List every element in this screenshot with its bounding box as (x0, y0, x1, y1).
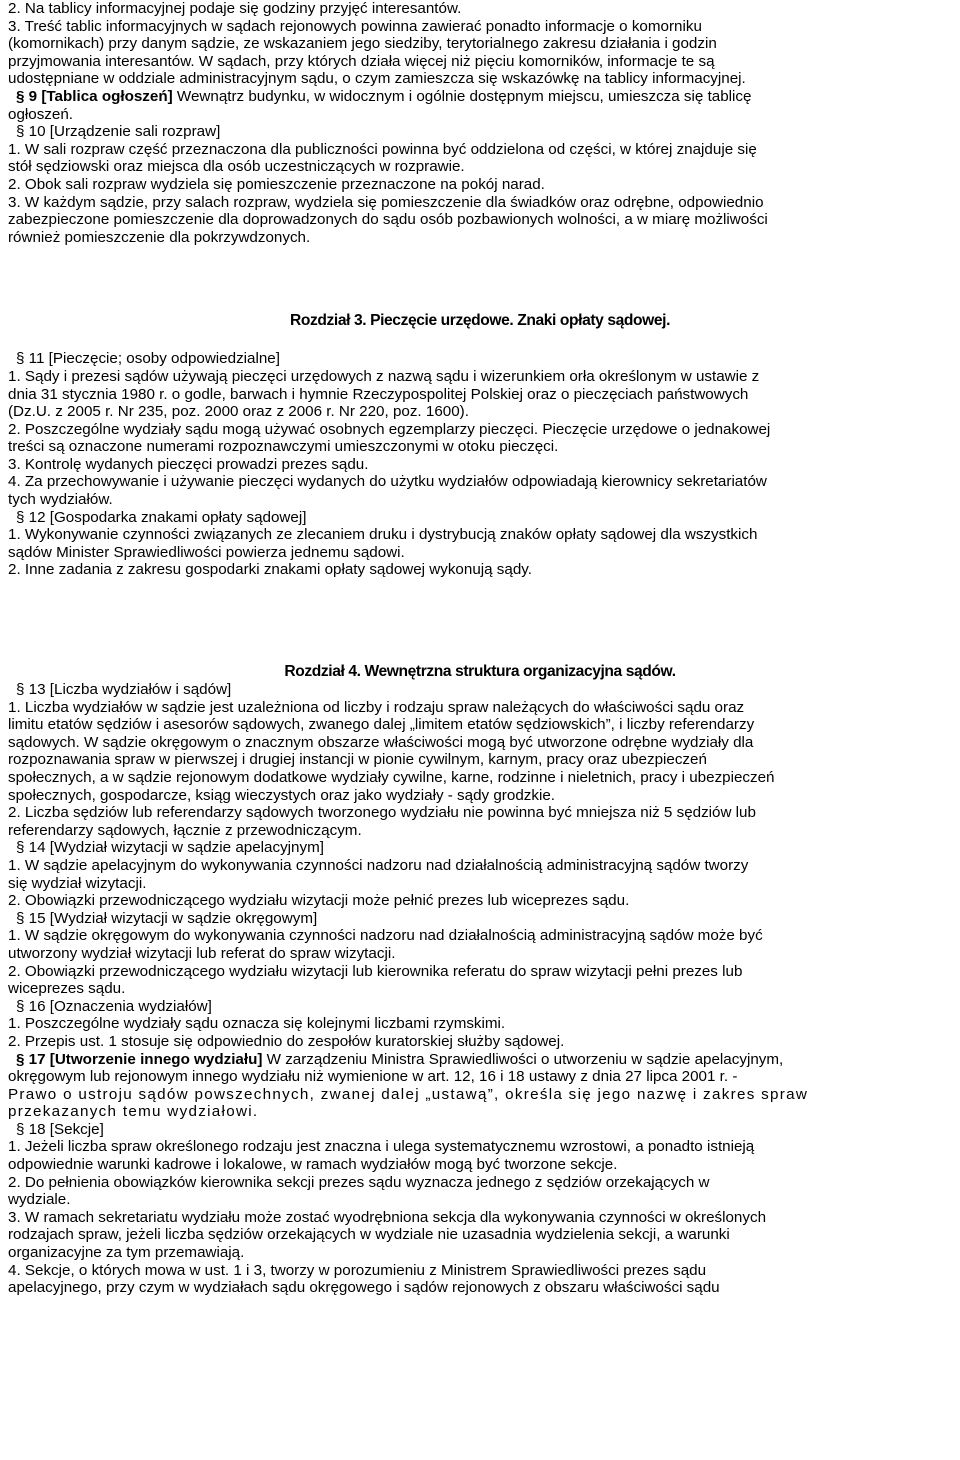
text-line: 3. W ramach sekretariatu wydziału może zostać wyodrębniona sekcja dla wykonywania czynności w określonych (8, 1208, 767, 1226)
text-line: Prawo o ustroju sądów powszechnych, zwanej dalej „ustawą”, określa się jego nazwę i zakres spraw (8, 1085, 809, 1103)
text-line: 2. Obowiązki przewodniczącego wydziału wizytacji lub kierownika referatu do spraw wizytacji pełni prezes lub (8, 962, 743, 980)
text-line: 2. Na tablicy informacyjnej podaje się godziny przyjęć interesantów. (8, 0, 462, 17)
section-heading: § 17 [Utworzenie innego wydziału] (16, 1050, 263, 1068)
section-heading: § 18 [Sekcje] (16, 1120, 104, 1138)
section-heading: § 14 [Wydział wizytacji w sądzie apelacyjnym] (16, 839, 324, 857)
text-line: okręgowym lub rejonowym innego wydziału niż wymienione w art. 12, 16 i 18 ustawy z dnia 27 lipca 2001 r. - (8, 1068, 738, 1086)
text-line: tych wydziałów. (8, 491, 113, 509)
text-line: 2. Poszczególne wydziały sądu mogą używać osobnych egzemplarzy pieczęci. Pieczęcie urzędowe o jednakowej (8, 420, 771, 438)
text-line: społecznych, gospodarcze, ksiąg wieczystych oraz jako wydziały - sądy grodzkie. (8, 786, 555, 804)
text-line: również pomieszczenie dla pokrzywdzonych. (8, 228, 311, 246)
text-line: 2. Obok sali rozpraw wydziela się pomieszczenie przeznaczone na pokój narad. (8, 175, 545, 193)
section-9 (8, 88, 952, 123)
text-line: ogłoszeń. (8, 105, 74, 123)
section-13 (8, 681, 952, 839)
text-line: dnia 31 stycznia 1980 r. o godle, barwach i hymnie Rzeczypospolitej Polskiej oraz o pieczęciach państwowych (8, 385, 749, 403)
text-line: przekazanych temu wydziałowi. (8, 1103, 259, 1121)
section-heading: § 9 [Tablica ogłoszeń] (16, 87, 173, 105)
section-11 (8, 350, 952, 508)
text-line: 4. Sekcje, o których mowa w ust. 1 i 3, tworzy w porozumieniu z Ministrem Sprawiedliwości prezes sądu (8, 1261, 707, 1279)
text-line: rozpoznawania spraw w pierwszej i drugiej instancji w pionie cywilnym, karnym, pracy oraz ubezpieczeń (8, 751, 707, 769)
section-17-line (8, 1051, 952, 1069)
text-line: limitu etatów sędziów i asesorów sądowych, zwanego dalej „limitem etatów sędziowskich”, i liczby referendarzy (8, 716, 755, 734)
text-line: 2. Inne zadania z zakresu gospodarki znakami opłaty sądowej wykonują sądy. (8, 561, 532, 579)
section-18 (8, 1121, 952, 1297)
section-heading: § 13 [Liczba wydziałów i sądów] (16, 681, 232, 699)
text-line: 1. Jeżeli liczba spraw określonego rodzaju jest znaczna i ulega systematycznemu wzrostowi, a ponadto istnieją (8, 1138, 755, 1156)
text-line: 3. W każdym sądzie, przy salach rozpraw, wydziela się pomieszczenie dla świadków oraz odrębne, odpowiednio (8, 193, 764, 211)
text-line: 4. Za przechowywanie i używanie pieczęci wydanych do użytku wydziałów odpowiadają kierownicy sekretariatów (8, 473, 767, 491)
text-line: 2. Liczba sędziów lub referendarzy sądowych tworzonego wydziału nie powinna być mniejsza niż 5 sędziów lub (8, 804, 756, 822)
text-line: 1. W sądzie okręgowym do wykonywania czynności nadzoru nad działalnością administracyjną sądów może być (8, 927, 763, 945)
section-15 (8, 910, 952, 998)
section-heading: § 15 [Wydział wizytacji w sądzie okręgowym] (16, 909, 318, 927)
section-heading: § 10 [Urządzenie sali rozpraw] (16, 123, 221, 141)
text-line: 2. Przepis ust. 1 stosuje się odpowiednio do zespołów kuratorskiej służby sądowej. (8, 1032, 565, 1050)
text-line: społecznych, a w sądzie rejonowym dodatkowe wydziały cywilne, karne, rodzinne i nieletnich, pracy i ubezpieczeń (8, 769, 775, 786)
text-line: utworzony wydział wizytacji lub referat do spraw wizytacji. (8, 944, 396, 962)
section-16 (8, 998, 952, 1051)
text-line: referendarzy sądowych, łącznie z przewodniczącym. (8, 821, 362, 839)
text-line: 1. Liczba wydziałów w sądzie jest uzależniona od liczby i rodzaju spraw należących do właściwości sądu oraz (8, 698, 745, 716)
text-line: sądów Minister Sprawiedliwości powierza jednemu sądowi. (8, 543, 405, 561)
text-line: wydziale. (8, 1191, 71, 1209)
section-text: W zarządzeniu Ministra Sprawiedliwości o utworzeniu w sądzie apelacyjnym, (262, 1050, 784, 1068)
text-line: 1. W sali rozpraw część przeznaczona dla publiczności powinna być oddzielona od części, w której znajduje się (8, 140, 757, 158)
section-10 (8, 123, 952, 246)
paragraph-block-1 (8, 0, 952, 88)
text-line: zabezpieczone pomieszczenie dla doprowadzonych do sądu osób pozbawionych wolności, a w miarę możliwości (8, 211, 768, 229)
text-line: (Dz.U. z 2005 r. Nr 235, poz. 2000 oraz z 2006 r. Nr 220, poz. 1600). (8, 403, 469, 421)
text-line: udostępniane w oddziale administracyjnym sądu, o czym zamieszcza się wskazówkę na tablicy informacyjnej. (8, 70, 746, 88)
text-line: 3. Kontrolę wydanych pieczęci prowadzi prezes sądu. (8, 455, 369, 473)
text-line: rodzajach spraw, jeżeli liczba sędziów orzekających w wydziale nie uzasadnia wydzielenia sekcji, a warunki (8, 1226, 730, 1244)
section-17 (8, 1051, 952, 1121)
document-page (8, 0, 952, 1297)
text-line: apelacyjnego, przy czym w wydziałach sądu okręgowego i sądów rejonowych z obszaru właściwości sądu (8, 1279, 720, 1297)
section-14 (8, 839, 952, 909)
text-line: przyjmowania interesantów. W sądach, przy których działa więcej niż pięciu komorników, informacje te są (8, 52, 715, 70)
text-line: organizacyjne za tym przemawiają. (8, 1244, 245, 1262)
text-line: 1. Wykonywanie czynności związanych ze zlecaniem druku i dystrybucją znaków opłaty sądowej dla wszystkich (8, 526, 758, 544)
section-9-line (8, 88, 952, 106)
section-12 (8, 509, 952, 579)
section-text: Wewnątrz budynku, w widocznym i ogólnie dostępnym miejscu, umieszcza się tablicę (172, 87, 752, 105)
text-line: sądowych. W sądzie okręgowym o znacznym obszarze właściwości mogą być utworzone odrębne wydziały dla (8, 733, 754, 751)
text-line: wiceprezes sądu. (8, 980, 126, 998)
text-line: 1. W sądzie apelacyjnym do wykonywania czynności nadzoru nad działalnością administracyjną sądów tworzy (8, 856, 749, 874)
text-line: 3. Treść tablic informacyjnych w sądach rejonowych powinna zawierać ponadto informacje o komorniku (8, 17, 702, 35)
section-heading: § 12 [Gospodarka znakami opłaty sądowej] (16, 508, 307, 526)
chapter-3-title: Rozdział 3. Pieczęcie urzędowe. Znaki opłaty sądowej. (289, 312, 671, 330)
text-line: się wydział wizytacji. (8, 874, 147, 892)
text-line: 1. Sądy i prezesi sądów używają pieczęci urzędowych z nazwą sądu i wizerunkiem orła określonym w ustawie z (8, 367, 760, 385)
chapter-4-title: Rozdział 4. Wewnętrzna struktura organizacyjna sądów. (284, 663, 676, 681)
text-line: 2. Obowiązki przewodniczącego wydziału wizytacji może pełnić prezes lub wiceprezes sądu. (8, 892, 630, 910)
text-line: (komornikach) przy danym sądzie, ze wskazaniem jego siedziby, terytorialnego zakresu działania i godzin (8, 35, 717, 53)
text-line: treści są oznaczone numerami rozpoznawczymi umieszczonymi w otoku pieczęci. (8, 438, 559, 456)
section-heading: § 11 [Pieczęcie; osoby odpowiedzialne] (16, 350, 280, 368)
text-line: stół sędziowski oraz miejsca dla osób uczestniczących w rozprawie. (8, 158, 465, 176)
text-line: 1. Poszczególne wydziały sądu oznacza się kolejnymi liczbami rzymskimi. (8, 1015, 506, 1033)
text-line: odpowiednie warunki kadrowe i lokalowe, w ramach wydziałów mogą być tworzone sekcje. (8, 1156, 618, 1174)
text-line: 2. Do pełnienia obowiązków kierownika sekcji prezes sądu wyznacza jednego z sędziów orzekających w (8, 1173, 710, 1191)
section-heading: § 16 [Oznaczenia wydziałów] (16, 997, 212, 1015)
